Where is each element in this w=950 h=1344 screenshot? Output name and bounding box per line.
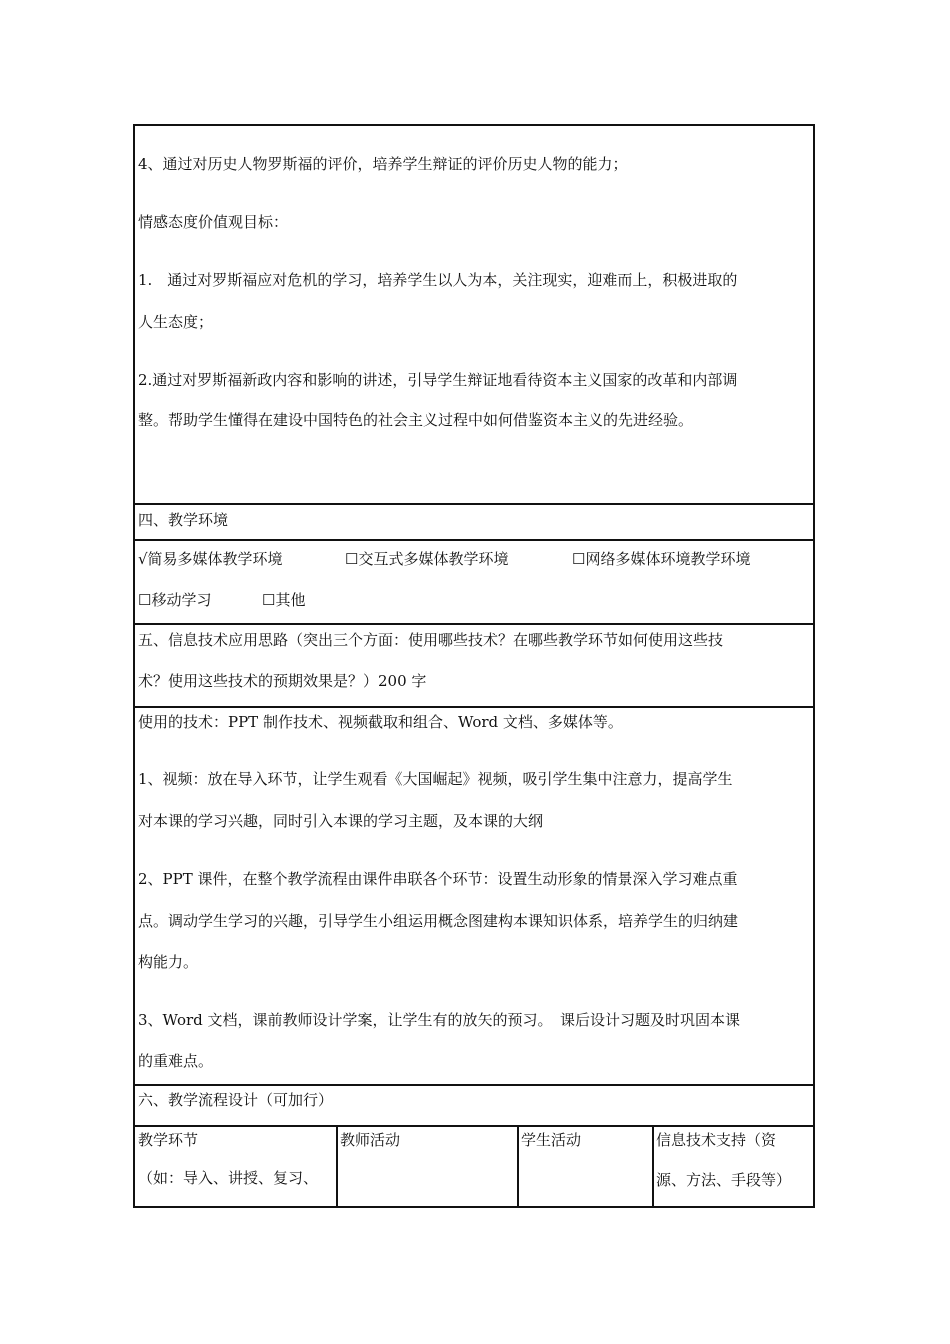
col-teaching-stage-line1: 教学环节 (138, 1131, 199, 1149)
video-usage-line1: 1、视频：放在导入环节，让学生观看《大国崛起》视频，吸引学生集中注意力，提高学生 (138, 770, 733, 788)
col-teacher-activity: 教师活动 (340, 1131, 401, 1149)
env-option-interactive-multimedia[interactable]: ☐交互式多媒体教学环境 (345, 550, 509, 568)
col-teaching-stage-line2: （如：导入、讲授、复习、 (138, 1169, 319, 1187)
column-divider (336, 1125, 338, 1208)
col-student-activity: 学生活动 (521, 1131, 582, 1149)
column-divider (652, 1125, 654, 1208)
affective-goal-2-line2: 整。帮助学生懂得在建设中国特色的社会主义过程中如何借鉴资本主义的先进经验。 (138, 411, 694, 429)
ppt-usage-line1: 2、PPT 课件，在整个教学流程由课件串联各个环节：设置生动形象的情景深入学习难点重 (138, 870, 738, 888)
word-usage-line1: 3、Word 文档，课前教师设计学案，让学生有的放矢的预习。 课后设计习题及时巩固本课 (138, 1011, 741, 1029)
it-application-heading-line2: 术？使用这些技术的预期效果是？）200 字 (138, 672, 427, 690)
technologies-used: 使用的技术：PPT 制作技术、视频截取和组合、Word 文档、多媒体等。 (138, 713, 623, 731)
row-divider (135, 623, 813, 625)
affective-goals-heading: 情感态度价值观目标： (138, 213, 289, 231)
col-it-support-line1: 信息技术支持（资 (656, 1131, 777, 1149)
teaching-flow-heading: 六、教学流程设计（可加行） (138, 1091, 334, 1109)
env-option-other[interactable]: ☐其他 (262, 591, 306, 609)
goal-line-4: 4、通过对历史人物罗斯福的评价，培养学生辩证的评价历史人物的能力； (138, 155, 628, 173)
col-it-support-line2: 源、方法、手段等） (656, 1171, 792, 1189)
teaching-environment-heading: 四、教学环境 (138, 511, 229, 529)
affective-goal-1-line1: 1. 通过对罗斯福应对危机的学习，培养学生以人为本，关注现实，迎难而上，积极进取的 (138, 271, 738, 289)
env-option-simple-multimedia[interactable]: √简易多媒体教学环境 (138, 550, 283, 568)
row-divider (135, 539, 813, 541)
lesson-plan-table (133, 124, 815, 1208)
row-divider (135, 706, 813, 708)
env-option-mobile-learning[interactable]: ☐移动学习 (138, 591, 212, 609)
row-divider (135, 1084, 813, 1086)
affective-goal-1-line2: 人生态度； (138, 313, 214, 331)
word-usage-line2: 的重难点。 (138, 1052, 214, 1070)
affective-goal-2-line1: 2.通过对罗斯福新政内容和影响的讲述，引导学生辩证地看待资本主义国家的改革和内部调 (138, 371, 738, 389)
row-divider (135, 1125, 813, 1127)
lesson-plan-page (133, 124, 815, 1208)
column-divider (517, 1125, 519, 1208)
ppt-usage-line3: 构能力。 (138, 953, 199, 971)
env-option-network-multimedia[interactable]: ☐网络多媒体环境教学环境 (572, 550, 751, 568)
ppt-usage-line2: 点。调动学生学习的兴趣，引导学生小组运用概念图建构本课知识体系，培养学生的归纳建 (138, 912, 739, 930)
row-divider (135, 503, 813, 505)
video-usage-line2: 对本课的学习兴趣，同时引入本课的学习主题，及本课的大纲 (138, 812, 544, 830)
it-application-heading-line1: 五、信息技术应用思路（突出三个方面：使用哪些技术？在哪些教学环节如何使用这些技 (138, 631, 724, 649)
